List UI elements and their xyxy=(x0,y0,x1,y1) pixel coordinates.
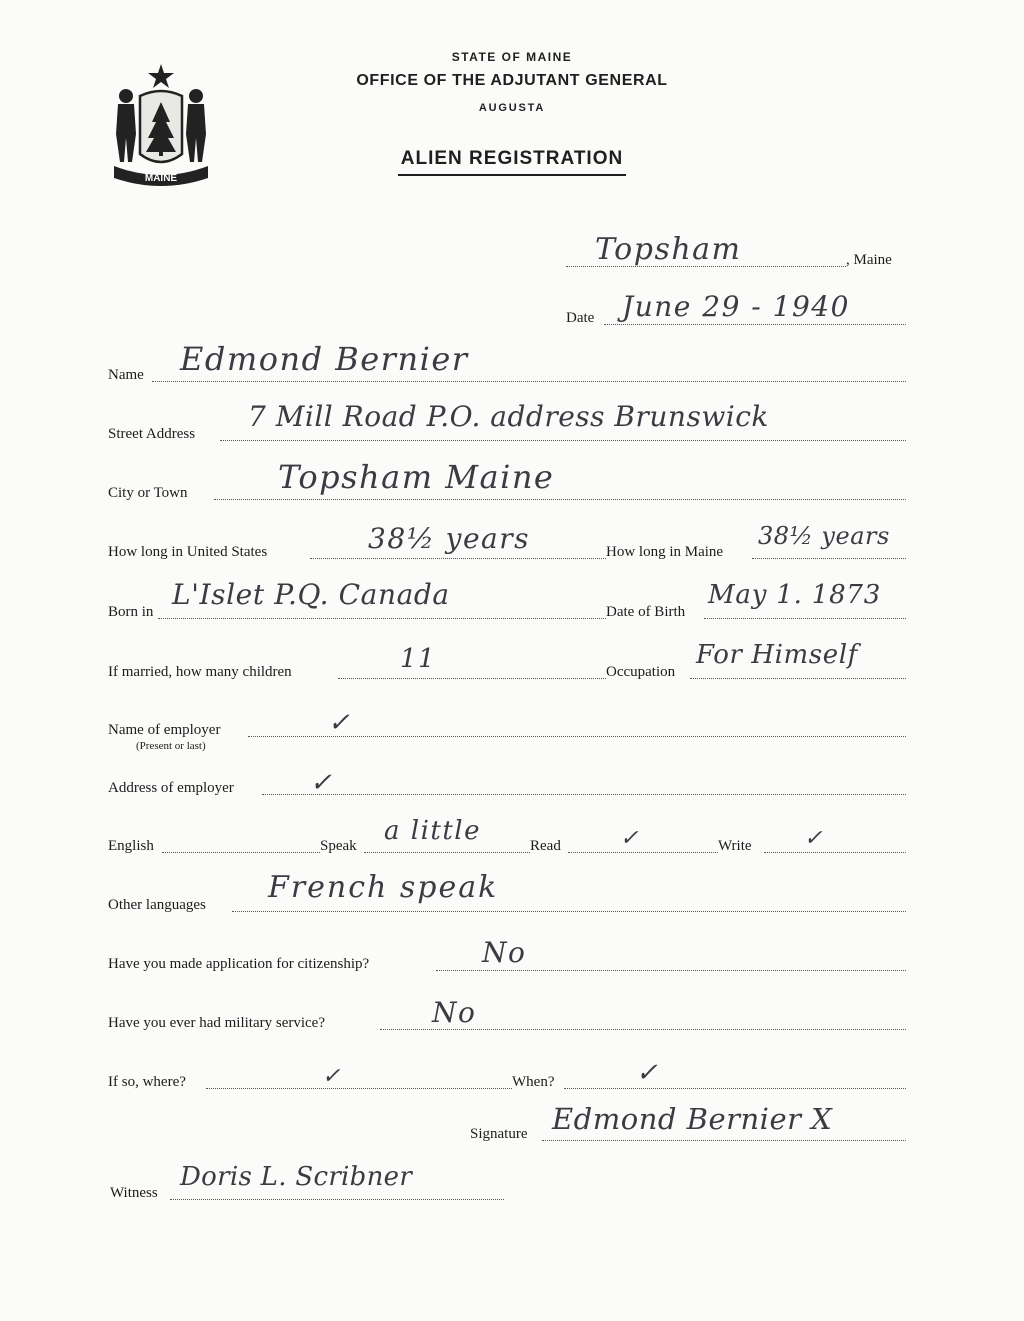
date-of-birth-label: Date of Birth xyxy=(606,604,686,620)
occupation-label: Occupation xyxy=(606,664,676,680)
write-label: Write xyxy=(718,838,752,854)
name-label: Name xyxy=(108,367,144,383)
town-value: Topsham xyxy=(595,232,742,267)
signature-label: Signature xyxy=(470,1126,528,1142)
occupation-value: For Himself xyxy=(696,640,858,670)
read-value: ✓ xyxy=(620,826,640,851)
how-long-maine-label: How long in Maine xyxy=(606,544,724,560)
how-long-maine-value: 38½ years xyxy=(758,522,890,550)
maine-label: , Maine xyxy=(846,252,892,268)
where-label: If so, where? xyxy=(108,1074,186,1090)
when-label: When? xyxy=(512,1074,555,1090)
header-state: STATE OF MAINE xyxy=(451,50,573,64)
date-value: June 29 - 1940 xyxy=(622,290,850,323)
witness-value: Doris L. Scribner xyxy=(180,1162,413,1192)
how-long-us-value: 38½ years xyxy=(368,522,531,555)
employer-value: ✓ xyxy=(328,708,352,738)
military-label: Have you ever had military service? xyxy=(108,1015,325,1031)
city-value: Topsham Maine xyxy=(278,458,555,496)
employer-label: Name of employer xyxy=(108,722,221,738)
how-long-us-label: How long in United States xyxy=(108,544,268,560)
maine-state-seal-icon xyxy=(108,62,214,190)
employer-note: (Present or last) xyxy=(136,740,206,752)
speak-label: Speak xyxy=(320,838,357,854)
read-label: Read xyxy=(530,838,561,854)
city-label: City or Town xyxy=(108,485,188,501)
signature-value: Edmond Bernier X xyxy=(552,1102,833,1136)
employer-address-label: Address of employer xyxy=(108,780,234,796)
witness-label: Witness xyxy=(110,1185,158,1201)
born-in-label: Born in xyxy=(108,604,154,620)
date-of-birth-value: May 1. 1873 xyxy=(708,580,882,610)
children-label: If married, how many children xyxy=(108,664,292,680)
form-title: ALIEN REGISTRATION xyxy=(0,148,1024,176)
write-value: ✓ xyxy=(804,826,824,851)
citizenship-value: No xyxy=(482,936,527,969)
when-value: ✓ xyxy=(636,1058,660,1088)
header-office: OFFICE OF THE ADJUTANT GENERAL xyxy=(356,72,668,89)
street-value: 7 Mill Road P.O. address Brunswick xyxy=(248,400,769,433)
children-value: 11 xyxy=(400,644,437,674)
seal-lettering: MAINE xyxy=(144,173,178,184)
street-label: Street Address xyxy=(108,426,196,442)
citizenship-label: Have you made application for citizenship? xyxy=(108,956,370,972)
speak-value: a little xyxy=(384,816,481,846)
date-label: Date xyxy=(566,310,595,326)
military-value: No xyxy=(432,996,477,1029)
english-label: English xyxy=(108,838,154,854)
name-value: Edmond Bernier xyxy=(180,340,469,378)
header-city: AUGUSTA xyxy=(478,102,546,114)
other-languages-label: Other languages xyxy=(108,897,206,913)
born-in-value: L'Islet P.Q. Canada xyxy=(172,578,450,611)
where-value: ✓ xyxy=(322,1064,342,1089)
other-languages-value: French speak xyxy=(268,870,499,905)
employer-address-value: ✓ xyxy=(310,768,334,798)
